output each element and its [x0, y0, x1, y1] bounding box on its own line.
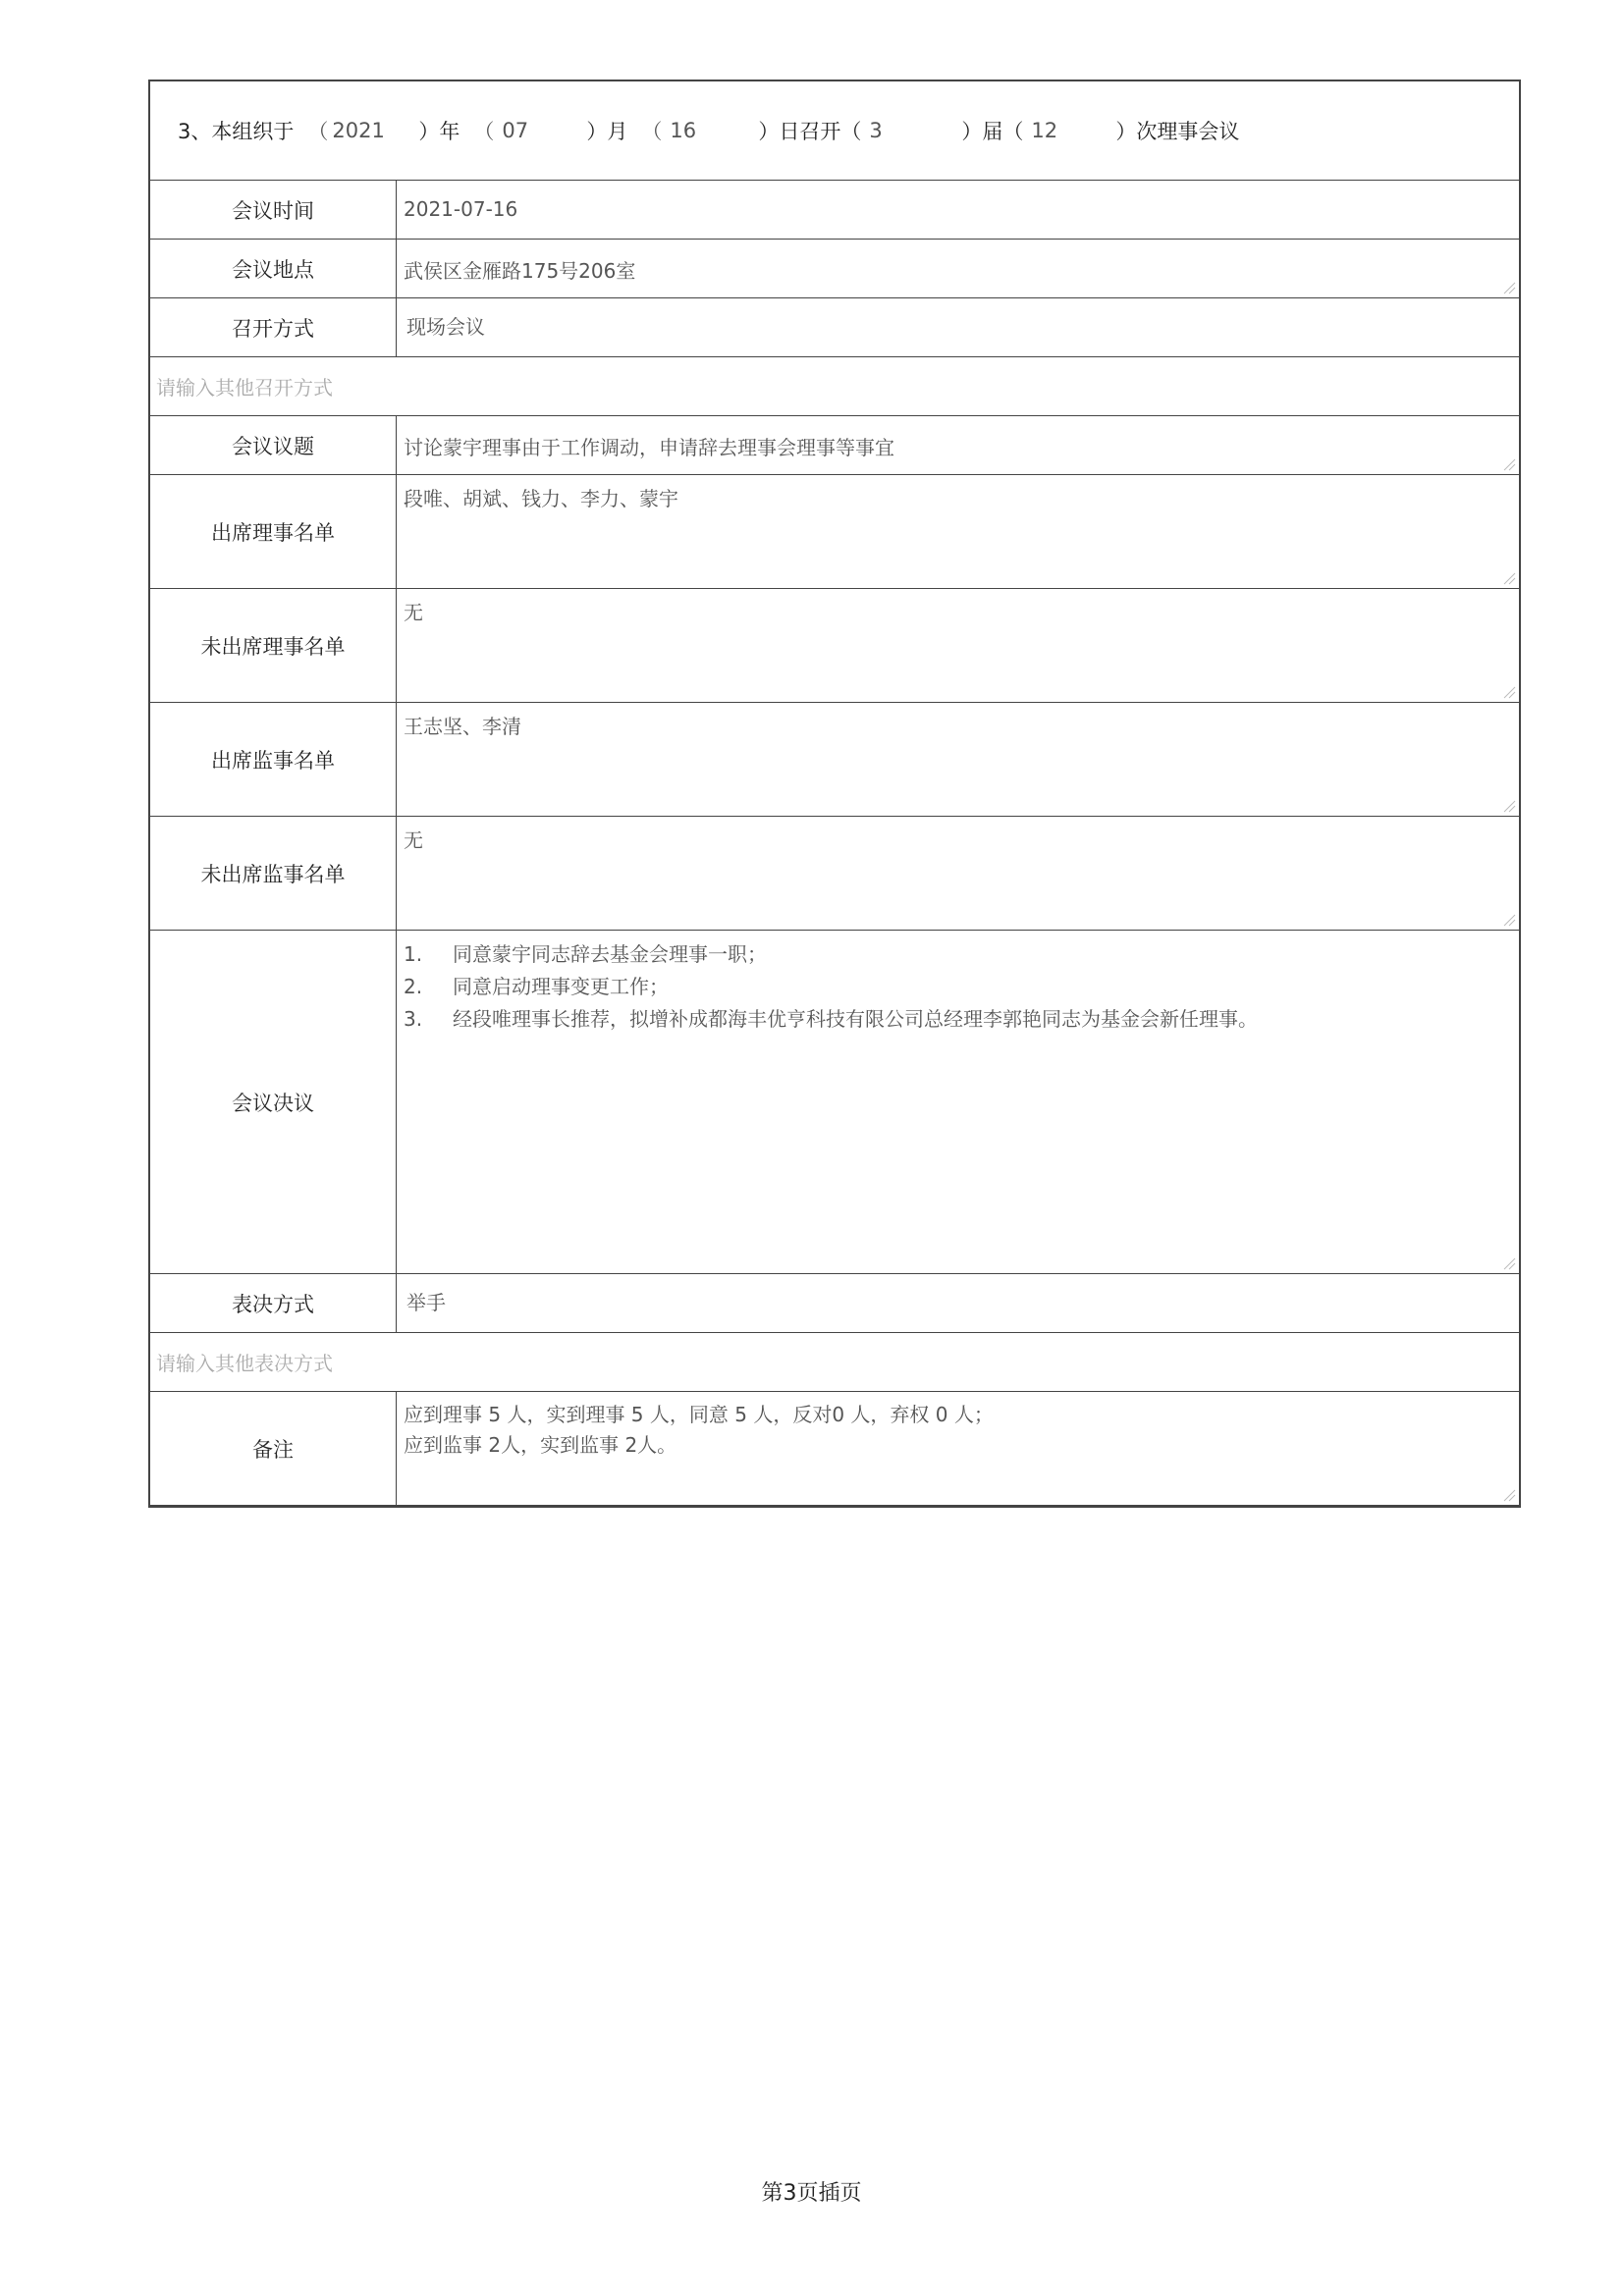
list-item-text: 同意蒙宇同志辞去基金会理事一职；	[453, 942, 767, 966]
meeting-suffix: ）次理事会议	[1115, 120, 1240, 143]
list-item	[404, 1003, 1511, 1036]
remarks-line-1: 应到理事 5 人，实到理事 5 人，同意 5 人，反对0 人，弃权 0 人；	[404, 1403, 994, 1426]
other-method-input[interactable]: 请输入其他召开方式	[150, 357, 1519, 416]
present-directors-field[interactable]	[397, 475, 1519, 588]
present-supervisors-field[interactable]	[397, 703, 1519, 816]
row-meeting-location	[150, 240, 1519, 298]
session-field[interactable]: 3	[869, 119, 883, 142]
row-absent-directors	[150, 589, 1519, 703]
row-absent-supervisors	[150, 817, 1519, 931]
row-present-directors	[150, 475, 1519, 589]
meeting-record-form	[148, 80, 1521, 1508]
other-vote-input[interactable]: 请输入其他表决方式	[150, 1333, 1519, 1392]
meeting-time-label: 会议时间	[150, 181, 397, 239]
meeting-method-label: 召开方式	[150, 298, 397, 356]
meeting-number-field[interactable]: 12	[1031, 119, 1058, 142]
resize-grip-icon[interactable]	[1502, 913, 1516, 927]
present-directors-text: 段唯、胡斌、钱力、李力、蒙宇	[404, 487, 678, 510]
absent-supervisors-text: 无	[404, 828, 423, 852]
absent-directors-text: 无	[404, 601, 423, 624]
resize-grip-icon[interactable]	[1502, 799, 1516, 813]
header-paren-open: （	[307, 120, 329, 143]
row-remarks	[150, 1392, 1519, 1505]
day-field[interactable]: 16	[670, 119, 697, 142]
absent-supervisors-field[interactable]	[397, 817, 1519, 930]
vote-method-label: 表决方式	[150, 1274, 397, 1332]
row-present-supervisors	[150, 703, 1519, 817]
resolution-field[interactable]	[397, 931, 1519, 1273]
meeting-location-label: 会议地点	[150, 240, 397, 297]
resize-grip-icon[interactable]	[1502, 571, 1516, 585]
list-item	[404, 938, 1511, 971]
present-directors-label: 出席理事名单	[150, 475, 397, 588]
month-suffix: ）月	[586, 120, 628, 143]
remarks-label: 备注	[150, 1392, 397, 1505]
resize-grip-icon[interactable]	[1502, 1488, 1516, 1502]
meeting-location-text: 武侯区金雁路175号206室	[404, 259, 636, 283]
absent-directors-label: 未出席理事名单	[150, 589, 397, 702]
present-supervisors-text: 王志坚、李清	[404, 715, 521, 738]
page-footer: 第3页插页	[761, 2181, 862, 2206]
day-paren-open: （	[641, 120, 663, 143]
meeting-method-select[interactable]: 现场会议	[406, 315, 485, 339]
resize-grip-icon[interactable]	[1502, 685, 1516, 699]
row-resolution	[150, 931, 1519, 1274]
vote-method-select[interactable]: 举手	[406, 1291, 446, 1314]
resize-grip-icon[interactable]	[1502, 1256, 1516, 1270]
resize-grip-icon[interactable]	[1502, 281, 1516, 294]
list-item-number: 1.	[404, 942, 423, 966]
month-field[interactable]: 07	[502, 119, 529, 142]
present-supervisors-label: 出席监事名单	[150, 703, 397, 816]
list-item	[404, 971, 1511, 1003]
session-suffix: ）届（	[961, 120, 1024, 143]
meeting-topic-label: 会议议题	[150, 416, 397, 474]
row-meeting-topic	[150, 416, 1519, 475]
row-vote-method	[150, 1274, 1519, 1333]
year-suffix: ）年	[418, 120, 460, 143]
resize-grip-icon[interactable]	[1502, 457, 1516, 471]
list-item-text: 同意启动理事变更工作；	[453, 975, 669, 998]
row-meeting-method	[150, 298, 1519, 357]
remarks-field[interactable]	[397, 1392, 1519, 1505]
remarks-line-2: 应到监事 2人，实到监事 2人。	[404, 1433, 677, 1457]
row-meeting-time	[150, 181, 1519, 240]
resolution-label: 会议决议	[150, 931, 397, 1273]
list-item-number: 2.	[404, 975, 423, 998]
meeting-time-field[interactable]: 2021-07-16	[404, 197, 518, 221]
month-paren-open: （	[473, 120, 495, 143]
absent-directors-field[interactable]	[397, 589, 1519, 702]
meeting-topic-field[interactable]	[397, 416, 1519, 474]
meeting-location-field[interactable]	[397, 240, 1519, 297]
year-field[interactable]: 2021	[332, 119, 385, 142]
list-item-number: 3.	[404, 1007, 423, 1031]
day-suffix: ）日召开（	[758, 120, 862, 143]
list-item-text: 经段唯理事长推荐，拟增补成都海丰优亨科技有限公司总经理李郭艳同志为基金会新任理事。	[453, 1007, 1258, 1031]
meeting-topic-text: 讨论蒙宇理事由于工作调动，申请辞去理事会理事等事宜	[404, 436, 894, 459]
header-prefix: 3、本组织于	[178, 120, 295, 143]
form-header	[150, 81, 1519, 181]
absent-supervisors-label: 未出席监事名单	[150, 817, 397, 930]
